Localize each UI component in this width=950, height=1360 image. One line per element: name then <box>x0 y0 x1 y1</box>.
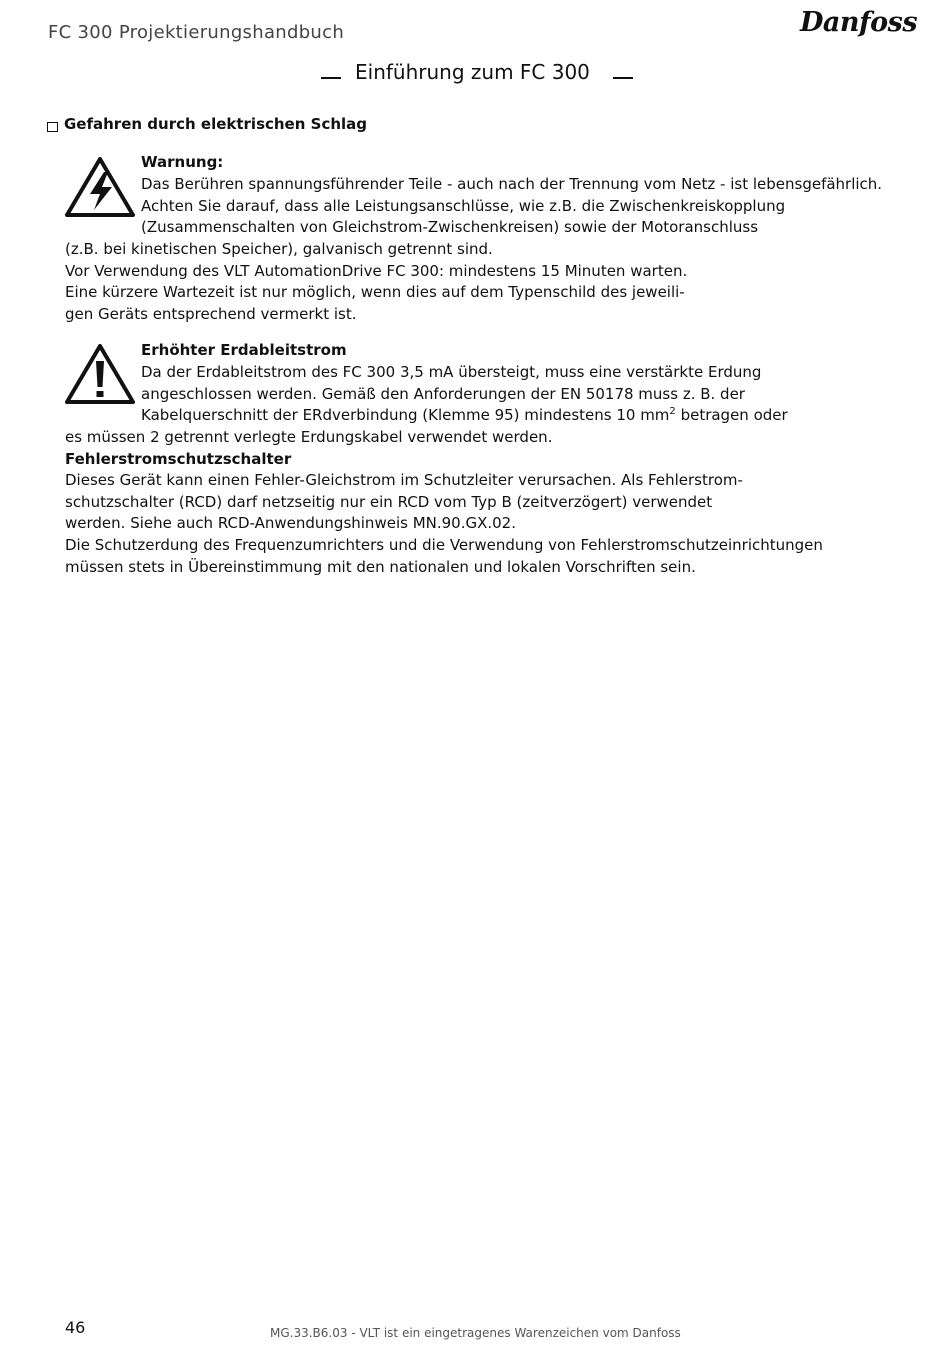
warning-line-4: (z.B. bei kinetischen Speicher), galvanisch getrennt sind. <box>65 240 493 258</box>
warning-line-5: Vor Verwendung des VLT AutomationDrive FC 300: mindestens 15 Minuten warten. <box>65 262 688 280</box>
warning-line-6: Eine kürzere Wartezeit ist nur möglich, wenn dies auf dem Typenschild des jeweili- <box>65 283 685 301</box>
leakage-line-2: angeschlossen werden. Gemäß den Anforderungen der EN 50178 muss z. B. der <box>141 385 745 403</box>
rcd-heading: Fehlerstromschutzschalter <box>65 450 292 468</box>
danfoss-logo <box>800 4 918 44</box>
warning-line-3: (Zusammenschalten von Gleichstrom-Zwischenkreisen) sowie der Motoranschluss <box>141 218 759 236</box>
section-title: Gefahren durch elektrischen Schlag <box>64 115 368 133</box>
leakage-line-3-text: Kabelquerschnitt der ERdverbindung (Klemme 95) mindestens 10 mm <box>141 406 670 424</box>
leakage-line-3-superscript: 2 <box>669 406 676 417</box>
exclamation-warning-icon <box>64 343 136 405</box>
electric-shock-warning-icon <box>64 156 136 218</box>
logo-text: Danfoss <box>800 7 918 38</box>
leakage-heading: Erhöhter Erdableitstrom <box>141 341 347 359</box>
chapter-dash-right <box>613 77 633 79</box>
rcd-line-3: werden. Siehe auch RCD-Anwendungshinweis MN.90.GX.02. <box>65 514 516 532</box>
warning-line-2: Achten Sie darauf, dass alle Leistungsanschlüsse, wie z.B. die Zwischenkreiskopplung <box>141 197 786 215</box>
footer-text: MG.33.B6.03 - VLT ist ein eingetragenes Warenzeichen vom Danfoss <box>270 1326 681 1340</box>
warning-line-7: gen Geräts entsprechend vermerkt ist. <box>65 305 357 323</box>
warning-line-1: Das Berühren spannungsführender Teile - auch nach der Trennung vom Netz - ist lebensgefährlich. <box>141 175 883 193</box>
rcd-line-1: Dieses Gerät kann einen Fehler-Gleichstrom im Schutzleiter verursachen. Als Fehlerstrom- <box>65 471 743 489</box>
document-title: FC 300 Projektierungshandbuch <box>48 22 345 43</box>
rcd-line-4: Die Schutzerdung des Frequenzumrichters und die Verwendung von Fehlerstromschutzeinrichtungen <box>65 536 823 554</box>
chapter-heading <box>320 60 636 88</box>
leakage-line-1: Da der Erdableitstrom des FC 300 3,5 mA übersteigt, muss eine verstärkte Erdung <box>141 363 762 381</box>
leakage-line-4: es müssen 2 getrennt verlegte Erdungskabel verwendet werden. <box>65 428 553 446</box>
leakage-line-3-end: betragen oder <box>675 406 788 424</box>
warning-heading: Warnung: <box>141 153 224 171</box>
rcd-line-2: schutzschalter (RCD) darf netzseitig nur ein RCD vom Typ B (zeitverzögert) verwendet <box>65 493 713 511</box>
page-number: 46 <box>65 1318 86 1337</box>
leakage-line-3 <box>141 405 788 425</box>
chapter-dash-left <box>321 77 341 79</box>
section-bullet-box <box>47 122 58 132</box>
rcd-line-5: müssen stets in Übereinstimmung mit den nationalen und lokalen Vorschriften sein. <box>65 558 696 576</box>
chapter-title: Einführung zum FC 300 <box>355 60 590 84</box>
